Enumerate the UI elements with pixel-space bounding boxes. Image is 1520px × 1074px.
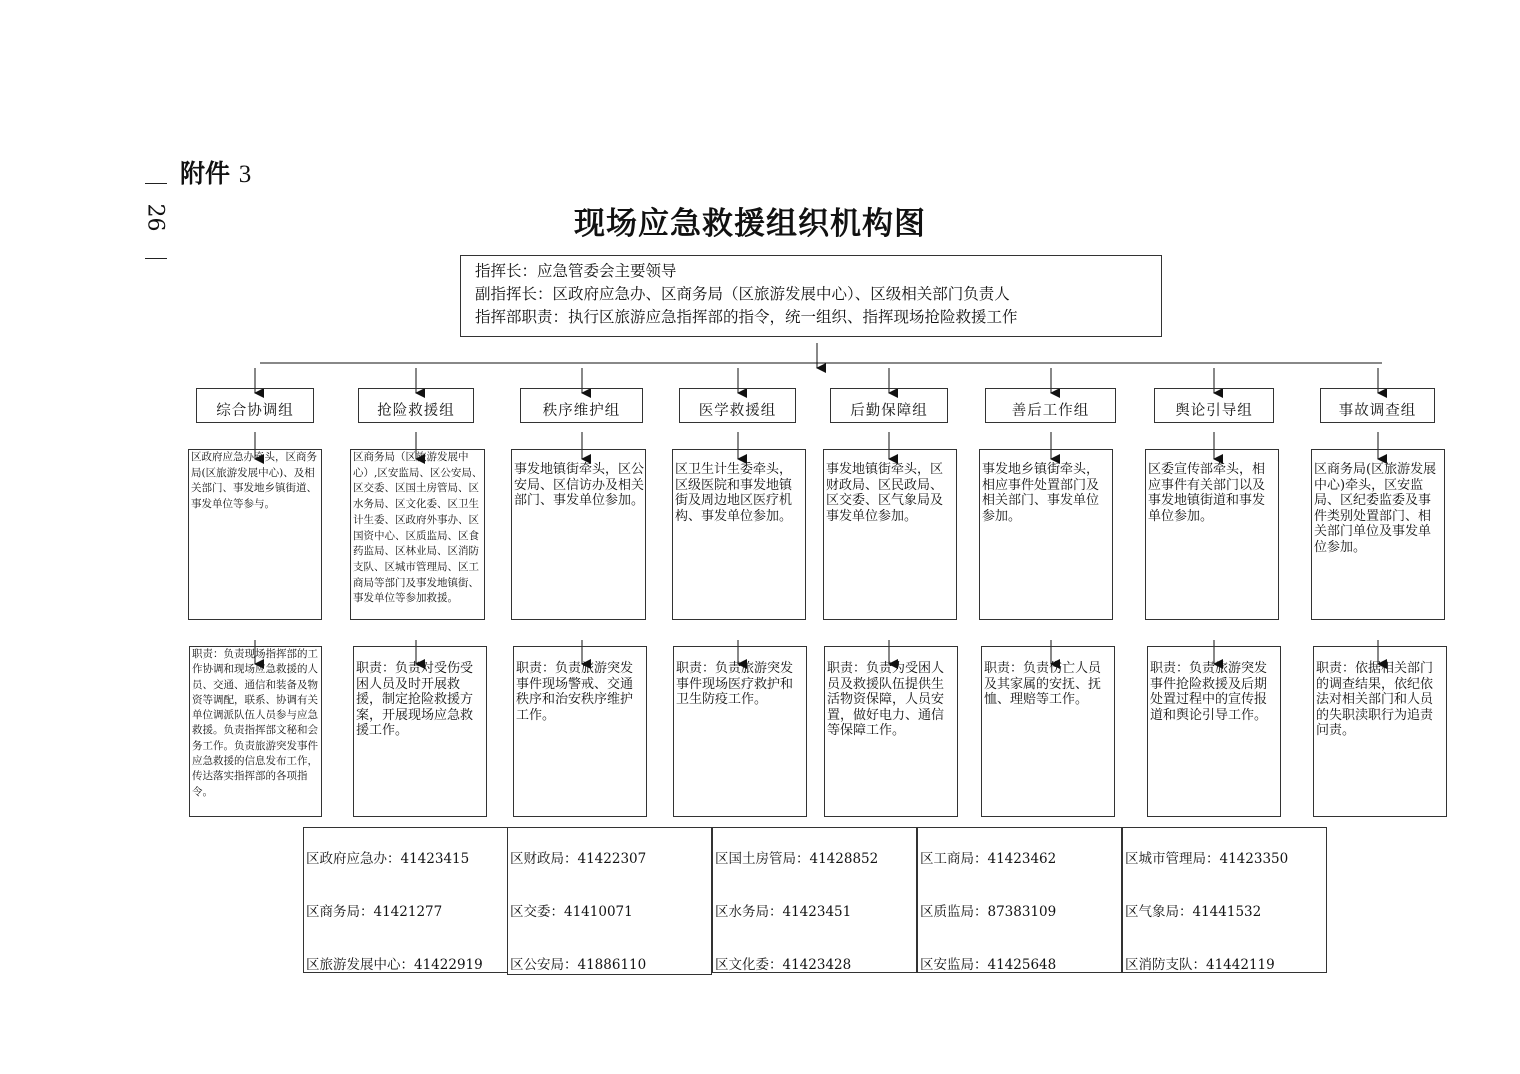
contact-entry: 区气象局：41441532 xyxy=(1125,904,1262,920)
contact-entry: 区水务局：41423451 xyxy=(715,904,852,920)
contact-entry: 区工商局：41423462 xyxy=(920,851,1057,867)
group-header: 后勤保障组 xyxy=(830,388,948,423)
contact-entry: 区商务局：41421277 xyxy=(306,904,443,920)
commander-line: 指挥长：应急管委会主要领导 xyxy=(475,262,677,280)
group-members-box: 区委宣传部牵头，相应事件有关部门以及事发地镇街道和事发单位参加。 xyxy=(1145,449,1279,620)
contact-entry: 区质监局：87383109 xyxy=(920,904,1057,920)
group-duty-box: 职责：负责对受伤受困人员及时开展救援，制定抢险救援方案，开展现场应急救援工作。 xyxy=(353,646,487,817)
group-members-box: 区商务局（区旅游发展中心）,区安监局、区公安局、区交委、区国土房管局、区水务局、区文化委、区卫生计生委、区政府外事办、区国资中心、区质监局、区食药监局、区林业局、区消防支队、区城市管理局、区工商局等部门及事发地镇街、事发单位等参加救援。 xyxy=(350,449,485,620)
contact-entry: 区城市管理局：41423350 xyxy=(1125,851,1289,867)
group-header: 事故调查组 xyxy=(1320,388,1435,423)
group-duty-box: 职责：负责旅游突发事件现场警戒、交通秩序和治安秩序维护工作。 xyxy=(513,646,647,817)
group-duty-box: 职责：负责旅游突发事件抢险救援及后期处置过程中的宣传报道和舆论引导工作。 xyxy=(1147,646,1281,817)
group-members-box: 区政府应急办牵头，区商务局(区旅游发展中心)、及相关部门、事发地乡镇街道、事发单位等参与。 xyxy=(188,449,322,620)
chart-title: 现场应急救援组织机构图 xyxy=(574,206,926,242)
contact-entry: 区文化委：41423428 xyxy=(715,957,852,973)
contact-entry: 区交委：41410071 xyxy=(510,904,633,920)
group-duty-box: 职责：负责现场指挥部的工作协调和现场应急救援的人员、交通、通信和装备及物资等调配，联系、协调有关单位调派队伍人员参与应急救援。负责指挥部文秘和会务工作。负责旅游突发事件应急救援的信息发布工作，传达落实指挥部的各项指令。 xyxy=(189,646,322,817)
group-duty-box: 职责：负责为受困人员及救援队伍提供生活物资保障，人员安置，做好电力、通信等保障工作。 xyxy=(824,646,958,817)
group-members-box: 区商务局(区旅游发展中心)牵头，区安监局、区纪委监委及事件类别处置部门、相关部门单位及事发单位参加。 xyxy=(1311,449,1445,620)
group-header: 善后工作组 xyxy=(985,388,1116,423)
contacts-column xyxy=(1122,827,1327,973)
group-members-box: 事发地乡镇街牵头，相应事件处置部门及相关部门、事发单位参加。 xyxy=(979,449,1113,620)
group-members-box: 区卫生计生委牵头，区级医院和事发地镇街及周边地区医疗机构、事发单位参加。 xyxy=(672,449,806,620)
contact-entry: 区财政局：41422307 xyxy=(510,851,647,867)
group-header: 舆论引导组 xyxy=(1154,388,1274,423)
page-number: 26 xyxy=(142,203,168,232)
group-duty-box: 职责：负责旅游突发事件现场医疗救护和卫生防疫工作。 xyxy=(673,646,807,817)
group-header: 抢险救援组 xyxy=(358,388,474,423)
group-duty-box: 职责：依据相关部门的调查结果，依纪依法对相关部门和人员的失职渎职行为追责问责。 xyxy=(1313,646,1447,817)
contact-entry: 区政府应急办：41423415 xyxy=(306,851,470,867)
contact-entry: 区消防支队：41442119 xyxy=(1125,957,1275,973)
group-header: 秩序维护组 xyxy=(520,388,643,423)
group-duty-box: 职责：负责伤亡人员及其家属的安抚、抚恤、理赔等工作。 xyxy=(981,646,1115,817)
group-members-box: 事发地镇街牵头，区财政局、区民政局、区交委、区气象局及事发单位参加。 xyxy=(823,449,957,620)
group-header: 医学救援组 xyxy=(679,388,796,423)
duty-line: 指挥部职责：执行区旅游应急指挥部的指令，统一组织、指挥现场抢险救援工作 xyxy=(475,308,1018,326)
deputy-line: 副指挥长：区政府应急办、区商务局（区旅游发展中心）、区级相关部门负责人 xyxy=(475,285,1010,303)
contact-entry: 区公安局：41886110 xyxy=(510,957,647,973)
contacts-column xyxy=(712,827,917,973)
contact-entry: 区国土房管局：41428852 xyxy=(715,851,879,867)
annex-number: 3 xyxy=(238,161,252,188)
contact-entry: 区旅游发展中心：41422919 xyxy=(306,957,483,973)
annex-text: 附件 xyxy=(180,159,231,188)
group-header: 综合协调组 xyxy=(196,388,314,423)
contacts-column xyxy=(917,827,1122,973)
contacts-column xyxy=(507,827,712,975)
group-members-box: 事发地镇街牵头，区公安局、区信访办及相关部门、事发单位参加。 xyxy=(511,449,646,620)
contacts-column xyxy=(303,827,508,973)
contact-entry: 区安监局：41425648 xyxy=(920,957,1057,973)
